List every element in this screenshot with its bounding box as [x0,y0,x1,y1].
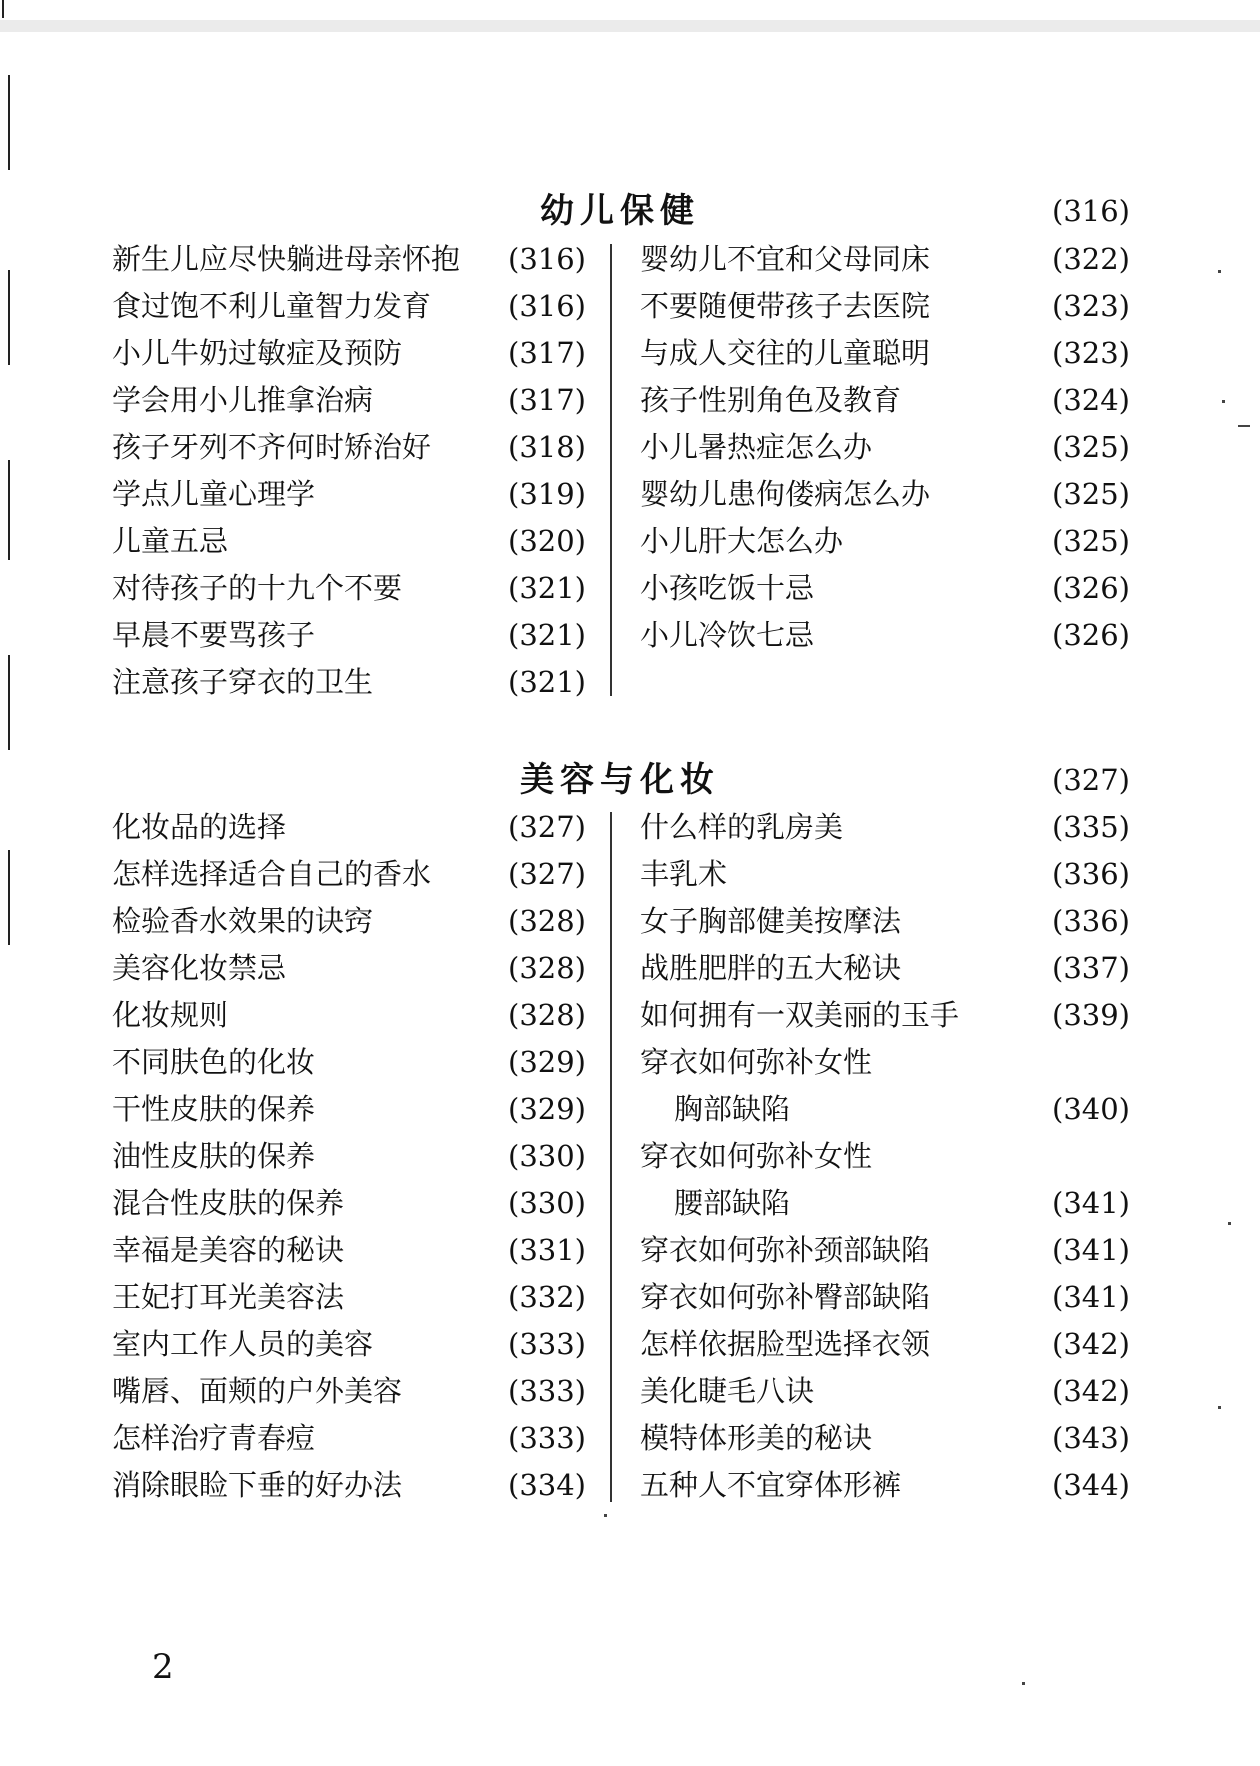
entry-page: (317) [508,383,586,417]
entry-title: 婴幼儿不宜和父母同床 [640,242,931,276]
toc-entry[interactable] [112,471,586,518]
entry-title: 油性皮肤的保养 [112,1139,316,1173]
toc-entry[interactable] [112,804,586,851]
entry-page: (342) [1052,1374,1130,1408]
toc-entry[interactable] [112,659,586,706]
scan-speck [1238,425,1250,427]
entry-title-continued: 胸部缺陷 [674,1092,791,1126]
entry-page: (328) [508,904,586,938]
entry-title: 什么样的乳房美 [640,810,844,844]
entry-title: 学点儿童心理学 [112,477,316,511]
toc-entry[interactable] [640,236,1130,283]
entry-title: 美化睫毛八诀 [640,1374,815,1408]
entry-title: 食过饱不利儿童智力发育 [112,289,432,323]
scan-speck [1228,1222,1231,1225]
section-title: 美容与化妆 [520,760,720,800]
toc-entry[interactable] [640,1415,1130,1462]
toc-entry[interactable] [640,1368,1130,1415]
entry-page: (329) [508,1045,586,1079]
entry-page: (317) [508,336,586,370]
column-divider [610,244,612,696]
section-header-beauty-makeup [0,755,1260,805]
scan-speck [604,1514,607,1517]
entry-page: (327) [508,810,586,844]
entry-page: (333) [508,1421,586,1455]
top-border-strip [0,20,1260,32]
entry-title: 怎样选择适合自己的香水 [112,857,432,891]
entry-page: (344) [1052,1468,1130,1502]
entry-page: (321) [508,665,586,699]
entry-page: (334) [508,1468,586,1502]
entry-page: (328) [508,951,586,985]
entry-page: (321) [508,618,586,652]
entry-title: 穿衣如何弥补臀部缺陷 [640,1280,931,1314]
toc-entry[interactable] [112,1039,586,1086]
toc-entry[interactable] [640,1039,1130,1133]
toc-entry[interactable] [640,1321,1130,1368]
toc-entry[interactable] [112,1415,586,1462]
entry-page: (341) [1052,1233,1130,1267]
entry-page: (319) [508,477,586,511]
toc-entry[interactable] [640,424,1130,471]
toc-entry[interactable] [640,945,1130,992]
entry-title: 消除眼睑下垂的好办法 [112,1468,403,1502]
entry-page: (342) [1052,1327,1130,1361]
entry-page: (326) [1052,571,1130,605]
entry-page: (340) [1052,1092,1130,1126]
toc-entry[interactable] [640,330,1130,377]
entry-page: (341) [1052,1186,1130,1220]
toc-entry[interactable] [112,1086,586,1133]
scan-edge-mark [8,270,10,365]
entry-title: 小儿肝大怎么办 [640,524,844,558]
toc-entry[interactable] [640,851,1130,898]
toc-column-left [112,804,586,1509]
entry-title: 不同肤色的化妆 [112,1045,316,1079]
entry-page: (316) [508,289,586,323]
entry-page: (333) [508,1327,586,1361]
entry-title: 嘴唇、面颊的户外美容 [112,1374,403,1408]
toc-entry[interactable] [112,945,586,992]
entry-title: 干性皮肤的保养 [112,1092,316,1126]
entry-page: (336) [1052,904,1130,938]
entry-title: 怎样依据脸型选择衣领 [640,1327,931,1361]
scan-speck [1218,270,1221,273]
entry-title: 丰乳术 [640,857,728,891]
scan-speck [1022,1682,1025,1685]
entry-title: 美容化妆禁忌 [112,951,287,985]
section-page-number: (327) [1052,763,1130,797]
toc-entry[interactable] [112,330,586,377]
entry-title: 孩子性别角色及教育 [640,383,902,417]
entry-page: (330) [508,1139,586,1173]
toc-entry[interactable] [640,565,1130,612]
entry-title: 化妆规则 [112,998,229,1032]
scan-edge-mark [2,0,4,18]
page-number: 2 [152,1647,174,1687]
entry-title: 小儿冷饮七忌 [640,618,815,652]
entry-page: (316) [508,242,586,276]
toc-entry[interactable] [112,283,586,330]
entry-title: 穿衣如何弥补女性 [640,1139,873,1173]
section-page-number: (316) [1052,194,1130,228]
toc-entry[interactable] [112,236,586,283]
toc-entry[interactable] [640,518,1130,565]
toc-entry[interactable] [112,612,586,659]
toc-entry[interactable] [640,1227,1130,1274]
entry-title: 化妆品的选择 [112,810,287,844]
entry-page: (339) [1052,998,1130,1032]
entry-page: (320) [508,524,586,558]
column-divider [610,812,612,1502]
toc-entry[interactable] [640,1462,1130,1509]
entry-page: (324) [1052,383,1130,417]
entry-page: (318) [508,430,586,464]
toc-entry[interactable] [640,283,1130,330]
toc-entry[interactable] [112,1133,586,1180]
entry-title: 女子胸部健美按摩法 [640,904,902,938]
toc-entry[interactable] [640,1274,1130,1321]
entry-page: (341) [1052,1280,1130,1314]
entry-title: 检验香水效果的诀窍 [112,904,374,938]
entry-title: 孩子牙列不齐何时矫治好 [112,430,432,464]
entry-page: (333) [508,1374,586,1408]
entry-title-continued: 腰部缺陷 [674,1186,791,1220]
entry-title: 战胜肥胖的五大秘诀 [640,951,902,985]
entry-title: 怎样治疗青春痘 [112,1421,316,1455]
entry-title: 小儿牛奶过敏症及预防 [112,336,403,370]
entry-title: 新生儿应尽快躺进母亲怀抱 [112,242,461,276]
toc-entry[interactable] [640,471,1130,518]
entry-page: (343) [1052,1421,1130,1455]
toc-entry[interactable] [112,1368,586,1415]
toc-entry[interactable] [112,1227,586,1274]
entry-title: 不要随便带孩子去医院 [640,289,931,323]
entry-title: 儿童五忌 [112,524,229,558]
entry-title: 幸福是美容的秘诀 [112,1233,345,1267]
entry-title: 如何拥有一双美丽的玉手 [640,998,960,1032]
toc-entry[interactable] [640,377,1130,424]
toc-entry[interactable] [112,565,586,612]
toc-entry[interactable] [112,898,586,945]
toc-entry[interactable] [640,804,1130,851]
toc-entry[interactable] [640,898,1130,945]
scan-edge-mark [8,655,10,750]
toc-entry[interactable] [640,992,1130,1039]
section-title: 幼儿保健 [540,191,700,231]
entry-title: 穿衣如何弥补颈部缺陷 [640,1233,931,1267]
section-header-child-care [0,186,1260,236]
toc-entry[interactable] [640,612,1130,659]
toc-entry[interactable] [112,1274,586,1321]
entry-page: (325) [1052,477,1130,511]
entry-title: 王妃打耳光美容法 [112,1280,345,1314]
toc-entry[interactable] [640,1133,1130,1227]
scan-edge-mark [8,75,10,170]
entry-page: (326) [1052,618,1130,652]
entry-title: 婴幼儿患佝偻病怎么办 [640,477,931,511]
toc-entry[interactable] [112,851,586,898]
entry-title: 早晨不要骂孩子 [112,618,316,652]
entry-page: (329) [508,1092,586,1126]
toc-entry[interactable] [112,424,586,471]
toc-column-left [112,236,586,706]
toc-entry[interactable] [112,1462,586,1509]
entry-title: 混合性皮肤的保养 [112,1186,345,1220]
entry-title: 小孩吃饭十忌 [640,571,815,605]
scan-speck [1218,1406,1221,1409]
scan-edge-mark [8,460,10,560]
entry-page: (332) [508,1280,586,1314]
entry-page: (325) [1052,430,1130,464]
entry-page: (325) [1052,524,1130,558]
entry-title: 室内工作人员的美容 [112,1327,374,1361]
entry-title: 学会用小儿推拿治病 [112,383,374,417]
entry-title: 穿衣如何弥补女性 [640,1045,873,1079]
entry-title: 五种人不宜穿体形裤 [640,1468,902,1502]
entry-page: (335) [1052,810,1130,844]
entry-page: (327) [508,857,586,891]
entry-page: (331) [508,1233,586,1267]
toc-entry[interactable] [112,1321,586,1368]
scan-edge-mark [8,850,10,945]
entry-title: 注意孩子穿衣的卫生 [112,665,374,699]
scan-speck [1222,400,1225,403]
entry-page: (322) [1052,242,1130,276]
entry-title: 与成人交往的儿童聪明 [640,336,931,370]
entry-page: (323) [1052,336,1130,370]
toc-entry[interactable] [112,992,586,1039]
toc-column-right [640,236,1130,659]
entry-title: 模特体形美的秘诀 [640,1421,873,1455]
toc-entry[interactable] [112,1180,586,1227]
entry-page: (323) [1052,289,1130,323]
entry-title: 小儿暑热症怎么办 [640,430,873,464]
entry-page: (330) [508,1186,586,1220]
entry-page: (321) [508,571,586,605]
entry-page: (336) [1052,857,1130,891]
entry-page: (328) [508,998,586,1032]
entry-title: 对待孩子的十九个不要 [112,571,403,605]
entry-page: (337) [1052,951,1130,985]
toc-entry[interactable] [112,377,586,424]
toc-column-right [640,804,1130,1509]
toc-entry[interactable] [112,518,586,565]
